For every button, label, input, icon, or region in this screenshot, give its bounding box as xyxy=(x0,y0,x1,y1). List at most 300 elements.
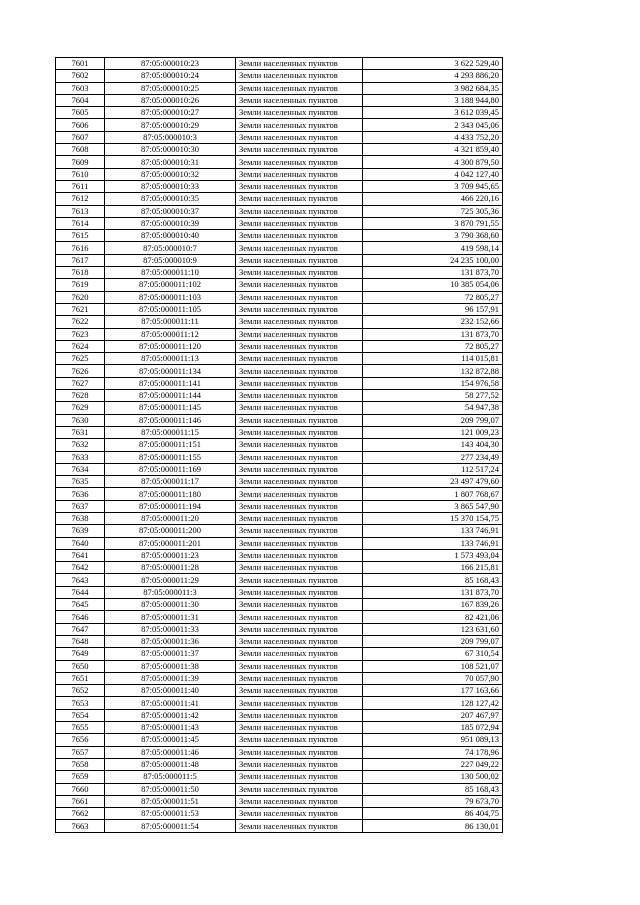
table-row xyxy=(56,414,503,426)
table-row xyxy=(56,328,503,340)
cadastral-value: 3 865 547,90 xyxy=(363,500,503,512)
table-row xyxy=(56,562,503,574)
row-number: 7631 xyxy=(56,426,105,438)
cadastral-value: 131 873,70 xyxy=(363,328,503,340)
cadastral-number: 87:05:000011:29 xyxy=(105,574,236,586)
table-row xyxy=(56,267,503,279)
land-category: Земли населенных пунктов xyxy=(236,697,363,709)
cadastral-number: 87:05:000010:25 xyxy=(105,82,236,94)
table-row xyxy=(56,734,503,746)
row-number: 7621 xyxy=(56,303,105,315)
cadastral-number: 87:05:000010:29 xyxy=(105,119,236,131)
row-number: 7628 xyxy=(56,390,105,402)
row-number: 7659 xyxy=(56,771,105,783)
row-number: 7629 xyxy=(56,402,105,414)
table-row xyxy=(56,303,503,315)
land-category: Земли населенных пунктов xyxy=(236,180,363,192)
cadastral-number: 87:05:000011:31 xyxy=(105,611,236,623)
cadastral-number: 87:05:000010:35 xyxy=(105,193,236,205)
row-number: 7623 xyxy=(56,328,105,340)
cadastral-value: 79 673,70 xyxy=(363,795,503,807)
cadastral-value: 277 234,49 xyxy=(363,451,503,463)
table-row xyxy=(56,808,503,820)
cadastral-number: 87:05:000011:48 xyxy=(105,758,236,770)
table-row xyxy=(56,476,503,488)
table-row xyxy=(56,672,503,684)
table-row xyxy=(56,537,503,549)
cadastral-value: 24 235 100,00 xyxy=(363,254,503,266)
land-category: Земли населенных пунктов xyxy=(236,746,363,758)
row-number: 7644 xyxy=(56,586,105,598)
cadastral-value: 131 873,70 xyxy=(363,586,503,598)
row-number: 7660 xyxy=(56,783,105,795)
land-category: Земли населенных пунктов xyxy=(236,648,363,660)
cadastral-number: 87:05:000011:155 xyxy=(105,451,236,463)
land-category: Земли населенных пунктов xyxy=(236,82,363,94)
row-number: 7634 xyxy=(56,463,105,475)
cadastral-value: 3 188 944,80 xyxy=(363,94,503,106)
cadastral-number: 87:05:000010:37 xyxy=(105,205,236,217)
table-row xyxy=(56,525,503,537)
land-category: Земли населенных пунктов xyxy=(236,107,363,119)
land-category: Земли населенных пунктов xyxy=(236,549,363,561)
row-number: 7617 xyxy=(56,254,105,266)
cadastral-number: 87:05:000010:32 xyxy=(105,168,236,180)
table-row xyxy=(56,291,503,303)
cadastral-value: 133 746,91 xyxy=(363,537,503,549)
cadastral-value: 121 009,23 xyxy=(363,426,503,438)
land-category: Земли населенных пунктов xyxy=(236,365,363,377)
land-category: Земли населенных пунктов xyxy=(236,685,363,697)
cadastral-number: 87:05:000011:23 xyxy=(105,549,236,561)
cadastral-value: 133 746,91 xyxy=(363,525,503,537)
cadastral-number: 87:05:000011:33 xyxy=(105,623,236,635)
cadastral-number: 87:05:000011:201 xyxy=(105,537,236,549)
table-row xyxy=(56,156,503,168)
row-number: 7603 xyxy=(56,82,105,94)
table-row xyxy=(56,107,503,119)
cadastral-value: 207 467,97 xyxy=(363,709,503,721)
cadastral-number: 87:05:000011:134 xyxy=(105,365,236,377)
row-number: 7646 xyxy=(56,611,105,623)
land-category: Земли населенных пунктов xyxy=(236,168,363,180)
cadastral-number: 87:05:000011:37 xyxy=(105,648,236,660)
cadastral-number: 87:05:000010:24 xyxy=(105,70,236,82)
cadastral-number: 87:05:000010:33 xyxy=(105,180,236,192)
row-number: 7605 xyxy=(56,107,105,119)
cadastral-number: 87:05:000011:39 xyxy=(105,672,236,684)
land-category: Земли населенных пунктов xyxy=(236,119,363,131)
cadastral-value: 166 215,81 xyxy=(363,562,503,574)
cadastral-number: 87:05:000010:40 xyxy=(105,230,236,242)
table-row xyxy=(56,205,503,217)
table-row xyxy=(56,599,503,611)
row-number: 7610 xyxy=(56,168,105,180)
land-category: Земли населенных пунктов xyxy=(236,734,363,746)
land-category: Земли населенных пунктов xyxy=(236,451,363,463)
row-number: 7653 xyxy=(56,697,105,709)
row-number: 7642 xyxy=(56,562,105,574)
cadastral-number: 87:05:000011:120 xyxy=(105,340,236,352)
cadastral-value: 82 421,06 xyxy=(363,611,503,623)
cadastral-value: 3 870 791,55 xyxy=(363,217,503,229)
cadastral-value: 72 805,27 xyxy=(363,291,503,303)
cadastral-number: 87:05:000010:31 xyxy=(105,156,236,168)
cadastral-value: 143 404,30 xyxy=(363,439,503,451)
land-category: Земли населенных пунктов xyxy=(236,377,363,389)
cadastral-value: 209 799,07 xyxy=(363,635,503,647)
cadastral-number: 87:05:000011:200 xyxy=(105,525,236,537)
cadastral-number: 87:05:000011:53 xyxy=(105,808,236,820)
table-row xyxy=(56,82,503,94)
land-category: Земли населенных пунктов xyxy=(236,820,363,832)
land-category: Земли населенных пунктов xyxy=(236,254,363,266)
land-category: Земли населенных пунктов xyxy=(236,242,363,254)
cadastral-number: 87:05:000010:7 xyxy=(105,242,236,254)
cadastral-number: 87:05:000011:40 xyxy=(105,685,236,697)
row-number: 7614 xyxy=(56,217,105,229)
row-number: 7635 xyxy=(56,476,105,488)
row-number: 7648 xyxy=(56,635,105,647)
cadastral-value: 167 839,26 xyxy=(363,599,503,611)
row-number: 7626 xyxy=(56,365,105,377)
land-category: Земли населенных пунктов xyxy=(236,144,363,156)
table-row xyxy=(56,402,503,414)
table-row xyxy=(56,820,503,832)
cadastral-number: 87:05:000011:43 xyxy=(105,722,236,734)
cadastral-value: 85 168,43 xyxy=(363,574,503,586)
cadastral-value: 70 057,90 xyxy=(363,672,503,684)
table-row xyxy=(56,58,503,70)
row-number: 7616 xyxy=(56,242,105,254)
cadastral-number: 87:05:000011:42 xyxy=(105,709,236,721)
cadastral-number: 87:05:000010:3 xyxy=(105,131,236,143)
cadastral-value: 3 622 529,40 xyxy=(363,58,503,70)
cadastral-value: 10 385 054,06 xyxy=(363,279,503,291)
row-number: 7633 xyxy=(56,451,105,463)
table-row xyxy=(56,365,503,377)
table-row xyxy=(56,242,503,254)
row-number: 7647 xyxy=(56,623,105,635)
row-number: 7624 xyxy=(56,340,105,352)
cadastral-value: 67 310,54 xyxy=(363,648,503,660)
table-row xyxy=(56,390,503,402)
cadastral-value: 232 152,66 xyxy=(363,316,503,328)
cadastral-value: 725 305,36 xyxy=(363,205,503,217)
row-number: 7602 xyxy=(56,70,105,82)
land-category: Земли населенных пунктов xyxy=(236,672,363,684)
cadastral-number: 87:05:000011:12 xyxy=(105,328,236,340)
table-row xyxy=(56,500,503,512)
row-number: 7607 xyxy=(56,131,105,143)
cadastral-number: 87:05:000011:41 xyxy=(105,697,236,709)
land-category: Земли населенных пунктов xyxy=(236,611,363,623)
cadastral-value: 74 178,96 xyxy=(363,746,503,758)
table-row xyxy=(56,230,503,242)
row-number: 7649 xyxy=(56,648,105,660)
land-category: Земли населенных пунктов xyxy=(236,808,363,820)
row-number: 7662 xyxy=(56,808,105,820)
cadastral-number: 87:05:000011:11 xyxy=(105,316,236,328)
row-number: 7611 xyxy=(56,180,105,192)
cadastral-number: 87:05:000011:180 xyxy=(105,488,236,500)
table-row xyxy=(56,144,503,156)
table-row xyxy=(56,316,503,328)
table-row xyxy=(56,746,503,758)
cadastral-value: 4 293 886,20 xyxy=(363,70,503,82)
row-number: 7620 xyxy=(56,291,105,303)
table-row xyxy=(56,635,503,647)
cadastral-number: 87:05:000011:46 xyxy=(105,746,236,758)
row-number: 7604 xyxy=(56,94,105,106)
cadastral-number: 87:05:000011:15 xyxy=(105,426,236,438)
row-number: 7636 xyxy=(56,488,105,500)
land-category: Земли населенных пунктов xyxy=(236,758,363,770)
row-number: 7656 xyxy=(56,734,105,746)
row-number: 7650 xyxy=(56,660,105,672)
land-category: Земли населенных пунктов xyxy=(236,795,363,807)
table-row xyxy=(56,254,503,266)
land-category: Земли населенных пунктов xyxy=(236,623,363,635)
row-number: 7657 xyxy=(56,746,105,758)
row-number: 7638 xyxy=(56,512,105,524)
cadastral-value: 3 790 368,60 xyxy=(363,230,503,242)
cadastral-value: 132 872,88 xyxy=(363,365,503,377)
land-category: Земли населенных пунктов xyxy=(236,562,363,574)
land-category: Земли населенных пунктов xyxy=(236,217,363,229)
land-plots-table xyxy=(55,57,503,833)
row-number: 7637 xyxy=(56,500,105,512)
cadastral-number: 87:05:000011:50 xyxy=(105,783,236,795)
cadastral-value: 58 277,52 xyxy=(363,390,503,402)
row-number: 7612 xyxy=(56,193,105,205)
table-row xyxy=(56,451,503,463)
cadastral-value: 1 573 493,04 xyxy=(363,549,503,561)
row-number: 7608 xyxy=(56,144,105,156)
land-category: Земли населенных пунктов xyxy=(236,488,363,500)
cadastral-value: 4 433 752,20 xyxy=(363,131,503,143)
land-category: Земли населенных пунктов xyxy=(236,709,363,721)
land-category: Земли населенных пунктов xyxy=(236,316,363,328)
cadastral-number: 87:05:000011:54 xyxy=(105,820,236,832)
table-row xyxy=(56,70,503,82)
land-category: Земли населенных пунктов xyxy=(236,574,363,586)
land-category: Земли населенных пунктов xyxy=(236,426,363,438)
cadastral-number: 87:05:000011:144 xyxy=(105,390,236,402)
cadastral-number: 87:05:000011:20 xyxy=(105,512,236,524)
land-category: Земли населенных пунктов xyxy=(236,783,363,795)
land-category: Земли населенных пунктов xyxy=(236,512,363,524)
cadastral-value: 15 370 154,75 xyxy=(363,512,503,524)
table-row xyxy=(56,377,503,389)
table-row xyxy=(56,623,503,635)
cadastral-value: 131 873,70 xyxy=(363,267,503,279)
cadastral-number: 87:05:000010:27 xyxy=(105,107,236,119)
row-number: 7654 xyxy=(56,709,105,721)
cadastral-value: 23 497 479,60 xyxy=(363,476,503,488)
row-number: 7645 xyxy=(56,599,105,611)
table-row xyxy=(56,660,503,672)
cadastral-value: 951 089,13 xyxy=(363,734,503,746)
land-category: Земли населенных пунктов xyxy=(236,586,363,598)
land-category: Земли населенных пунктов xyxy=(236,70,363,82)
land-category: Земли населенных пунктов xyxy=(236,525,363,537)
cadastral-number: 87:05:000011:30 xyxy=(105,599,236,611)
cadastral-number: 87:05:000011:51 xyxy=(105,795,236,807)
cadastral-number: 87:05:000011:151 xyxy=(105,439,236,451)
cadastral-value: 1 807 768,67 xyxy=(363,488,503,500)
land-category: Земли населенных пунктов xyxy=(236,390,363,402)
table-row xyxy=(56,697,503,709)
row-number: 7651 xyxy=(56,672,105,684)
cadastral-value: 112 517,24 xyxy=(363,463,503,475)
land-category: Земли населенных пунктов xyxy=(236,476,363,488)
table-row xyxy=(56,168,503,180)
row-number: 7601 xyxy=(56,58,105,70)
land-category: Земли населенных пунктов xyxy=(236,722,363,734)
land-category: Земли населенных пунктов xyxy=(236,353,363,365)
row-number: 7643 xyxy=(56,574,105,586)
table-row xyxy=(56,353,503,365)
row-number: 7630 xyxy=(56,414,105,426)
land-category: Земли населенных пунктов xyxy=(236,230,363,242)
table-row xyxy=(56,586,503,598)
row-number: 7655 xyxy=(56,722,105,734)
row-number: 7618 xyxy=(56,267,105,279)
land-category: Земли населенных пунктов xyxy=(236,58,363,70)
cadastral-value: 86 404,75 xyxy=(363,808,503,820)
table-row xyxy=(56,758,503,770)
cadastral-value: 108 521,07 xyxy=(363,660,503,672)
land-category: Земли населенных пунктов xyxy=(236,771,363,783)
table-row xyxy=(56,709,503,721)
row-number: 7652 xyxy=(56,685,105,697)
cadastral-number: 87:05:000011:28 xyxy=(105,562,236,574)
row-number: 7640 xyxy=(56,537,105,549)
cadastral-value: 86 130,01 xyxy=(363,820,503,832)
cadastral-value: 209 799,07 xyxy=(363,414,503,426)
land-category: Земли населенных пунктов xyxy=(236,131,363,143)
table-row xyxy=(56,94,503,106)
land-category: Земли населенных пунктов xyxy=(236,291,363,303)
land-category: Земли населенных пунктов xyxy=(236,463,363,475)
cadastral-value: 466 220,16 xyxy=(363,193,503,205)
table-row xyxy=(56,439,503,451)
cadastral-number: 87:05:000011:17 xyxy=(105,476,236,488)
cadastral-value: 2 343 045,06 xyxy=(363,119,503,131)
land-category: Земли населенных пунктов xyxy=(236,414,363,426)
land-category: Земли населенных пунктов xyxy=(236,402,363,414)
cadastral-value: 96 157,91 xyxy=(363,303,503,315)
cadastral-number: 87:05:000010:39 xyxy=(105,217,236,229)
land-category: Земли населенных пунктов xyxy=(236,303,363,315)
cadastral-number: 87:05:000011:13 xyxy=(105,353,236,365)
land-category: Земли населенных пунктов xyxy=(236,156,363,168)
cadastral-number: 87:05:000010:9 xyxy=(105,254,236,266)
table-row xyxy=(56,685,503,697)
cadastral-value: 3 982 684,35 xyxy=(363,82,503,94)
cadastral-value: 85 168,43 xyxy=(363,783,503,795)
cadastral-value: 4 042 127,40 xyxy=(363,168,503,180)
cadastral-number: 87:05:000011:102 xyxy=(105,279,236,291)
cadastral-number: 87:05:000011:10 xyxy=(105,267,236,279)
cadastral-value: 114 015,81 xyxy=(363,353,503,365)
land-category: Земли населенных пунктов xyxy=(236,205,363,217)
land-category: Земли населенных пунктов xyxy=(236,340,363,352)
cadastral-number: 87:05:000010:30 xyxy=(105,144,236,156)
row-number: 7625 xyxy=(56,353,105,365)
cadastral-value: 185 072,94 xyxy=(363,722,503,734)
table-row xyxy=(56,217,503,229)
table-row xyxy=(56,340,503,352)
land-category: Земли населенных пунктов xyxy=(236,635,363,647)
cadastral-value: 4 300 879,50 xyxy=(363,156,503,168)
row-number: 7661 xyxy=(56,795,105,807)
row-number: 7658 xyxy=(56,758,105,770)
land-category: Земли населенных пунктов xyxy=(236,328,363,340)
table-row xyxy=(56,131,503,143)
land-category: Земли населенных пунктов xyxy=(236,279,363,291)
cadastral-value: 154 976,58 xyxy=(363,377,503,389)
cadastral-value: 419 598,14 xyxy=(363,242,503,254)
land-category: Земли населенных пунктов xyxy=(236,94,363,106)
land-category: Земли населенных пунктов xyxy=(236,537,363,549)
table-row xyxy=(56,722,503,734)
row-number: 7606 xyxy=(56,119,105,131)
table-row xyxy=(56,574,503,586)
cadastral-number: 87:05:000011:3 xyxy=(105,586,236,598)
cadastral-value: 123 631,60 xyxy=(363,623,503,635)
land-category: Земли населенных пунктов xyxy=(236,500,363,512)
table-row xyxy=(56,279,503,291)
cadastral-value: 54 947,38 xyxy=(363,402,503,414)
cadastral-number: 87:05:000011:36 xyxy=(105,635,236,647)
land-category: Земли населенных пунктов xyxy=(236,660,363,672)
row-number: 7639 xyxy=(56,525,105,537)
row-number: 7622 xyxy=(56,316,105,328)
table-body xyxy=(56,58,503,833)
cadastral-number: 87:05:000011:45 xyxy=(105,734,236,746)
cadastral-number: 87:05:000010:26 xyxy=(105,94,236,106)
cadastral-value: 177 163,66 xyxy=(363,685,503,697)
cadastral-number: 87:05:000011:141 xyxy=(105,377,236,389)
table-row xyxy=(56,795,503,807)
row-number: 7641 xyxy=(56,549,105,561)
table-row xyxy=(56,783,503,795)
cadastral-number: 87:05:000011:105 xyxy=(105,303,236,315)
cadastral-number: 87:05:000011:146 xyxy=(105,414,236,426)
cadastral-number: 87:05:000011:169 xyxy=(105,463,236,475)
row-number: 7613 xyxy=(56,205,105,217)
row-number: 7663 xyxy=(56,820,105,832)
table-row xyxy=(56,488,503,500)
table-row xyxy=(56,463,503,475)
cadastral-number: 87:05:000011:145 xyxy=(105,402,236,414)
cadastral-number: 87:05:000011:103 xyxy=(105,291,236,303)
row-number: 7619 xyxy=(56,279,105,291)
row-number: 7609 xyxy=(56,156,105,168)
table-row xyxy=(56,426,503,438)
table-row xyxy=(56,648,503,660)
land-category: Земли населенных пунктов xyxy=(236,599,363,611)
row-number: 7632 xyxy=(56,439,105,451)
table-row xyxy=(56,611,503,623)
cadastral-value: 3 709 945,65 xyxy=(363,180,503,192)
land-category: Земли населенных пунктов xyxy=(236,267,363,279)
table-row xyxy=(56,119,503,131)
cadastral-value: 3 612 039,45 xyxy=(363,107,503,119)
table-row xyxy=(56,771,503,783)
